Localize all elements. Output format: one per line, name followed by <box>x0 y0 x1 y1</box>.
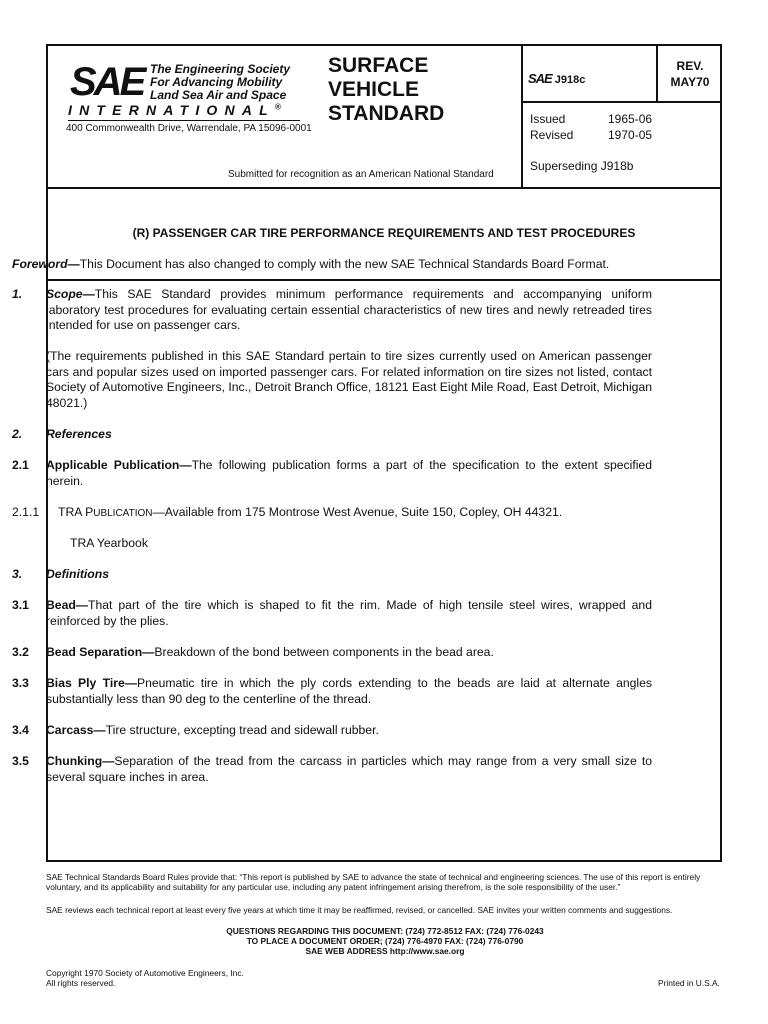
term: Bias Ply Tire— <box>46 676 137 690</box>
foreword-text: This Document has also changed to comply with the new SAE Technical Standards Board Format. <box>79 257 610 271</box>
document-number <box>528 71 585 86</box>
definition-text: That part of the tire which is shaped to fit the rim. Made of high tensile steel wires, wrapped and reinforced by the plies. <box>46 598 652 628</box>
term: Bead— <box>46 598 88 612</box>
printed-in: Printed in U.S.A. <box>658 978 720 988</box>
registered-mark: ® <box>274 102 281 112</box>
section-2-1 <box>12 458 652 489</box>
sae-address: 400 Commonwealth Drive, Warrendale, PA 15096-0001 <box>66 123 312 134</box>
tagline-line-2: For Advancing Mobility <box>150 75 283 89</box>
section-scope <box>12 287 652 334</box>
title-divider <box>48 279 720 281</box>
web-address: SAE WEB ADDRESS http://www.sae.org <box>305 946 465 956</box>
header-column-divider <box>521 46 523 187</box>
section-text: The following publication forms a part of the specification to the extent specified herein. <box>46 458 652 488</box>
section-number: 3.1 <box>12 598 29 612</box>
section-number: 2.1 <box>12 458 29 472</box>
foreword <box>12 257 652 273</box>
section-number: 3.3 <box>12 676 29 690</box>
section-definitions <box>12 567 652 583</box>
section-number: 3. <box>12 567 23 581</box>
rev-label: REV. <box>676 59 704 73</box>
header-divider <box>48 187 720 189</box>
section-label: Scope— <box>46 287 95 301</box>
section-number: 3.2 <box>12 645 29 659</box>
section-number: 1. <box>12 287 23 301</box>
revision-box <box>660 58 720 90</box>
section-text: —Available from 175 Montrose West Avenue, Suite 150, Copley, OH 44321. <box>152 505 563 519</box>
yearbook-text: TRA Yearbook <box>70 536 148 550</box>
section-label: Definitions <box>46 567 109 581</box>
term: Carcass— <box>46 723 106 737</box>
revised-date: 1970-05 <box>608 128 653 142</box>
rev-date: MAY70 <box>670 75 710 89</box>
section-number: 2.1.1 <box>12 505 40 519</box>
definition-bias-ply-tire <box>12 676 652 707</box>
revised-label: Revised <box>530 128 574 142</box>
sae-logo-block <box>66 60 316 150</box>
definition-chunking <box>12 754 652 785</box>
rights-reserved: All rights reserved. <box>46 978 116 988</box>
issued-date: 1965-06 <box>608 112 653 126</box>
tagline-line-1: The Engineering Society <box>150 62 291 76</box>
document-title: (R) PASSENGER CAR TIRE PERFORMANCE REQUIREMENTS AND TEST PROCEDURES <box>132 226 636 240</box>
definition-text: Separation of the tread from the carcass in particles which may range from a very small size to several square inches in area. <box>46 754 652 784</box>
section-text: This SAE Standard provides minimum performance requirements and accompanying uniform laboratory test procedures for evaluating certain essential characteristics of new tires and newly retreaded tires intended for use on passenger cars. <box>46 287 652 333</box>
section-number: 2. <box>12 427 23 441</box>
definition-carcass <box>12 723 652 739</box>
tagline-line-3: Land Sea Air and Space <box>150 88 287 102</box>
standard-type <box>328 54 444 126</box>
copyright: Copyright 1970 Society of Automotive Engineers, Inc. <box>46 968 244 978</box>
issued-label: Issued <box>530 112 566 126</box>
document-frame <box>46 44 722 862</box>
definition-text: Tire structure, excepting tread and sidewall rubber. <box>105 723 379 737</box>
term: Chunking— <box>46 754 115 768</box>
section-number: 3.5 <box>12 754 29 768</box>
ansi-submission-note: Submitted for recognition as an American National Standard <box>228 169 494 180</box>
society-tagline <box>150 63 290 102</box>
tra-label: TRA P <box>58 505 94 519</box>
docnum-divider <box>521 101 720 103</box>
scope-note-text: (The requirements published in this SAE Standard pertain to tire sizes currently used on American passenger cars and popular sizes used on imported passenger cars. For related information on tire sizes not listed, contact Society of Automotive Engineers, Inc., Detroit Branch Office, 18121 East Eight Mile Road, East Detroit, Michigan 48021.) <box>46 349 652 410</box>
doc-number-text: J918c <box>554 74 586 86</box>
international-text: INTERNATIONAL <box>68 102 275 118</box>
term: Bead Separation— <box>46 645 155 659</box>
sae-mini-logo: SAE <box>528 71 552 86</box>
questions-contact: QUESTIONS REGARDING THIS DOCUMENT: (724) 772-8512 FAX: (724) 776-0243 <box>226 926 544 936</box>
standard-type-line-1: SURFACE <box>328 54 429 77</box>
section-number: 3.4 <box>12 723 29 737</box>
tra-label-smallcaps: UBLICATION <box>93 508 153 519</box>
superseding-note: Superseding J918b <box>530 159 634 173</box>
definition-bead <box>12 598 652 629</box>
definition-text: Breakdown of the bond between components in the bead area. <box>154 645 494 659</box>
definition-bead-separation <box>12 645 652 661</box>
rev-column-divider <box>656 46 658 102</box>
definition-text: Pneumatic tire in which the ply cords extending to the beads are laid at alternate angles substantially less than 90 deg to the centerline of the thread. <box>46 676 652 706</box>
standard-type-line-2: VEHICLE <box>328 78 420 101</box>
tsb-rules-note: SAE Technical Standards Board Rules provide that: “This report is published by SAE to advance the state of technical and engineering sciences. The use of this report is entirely voluntary, and its applicability and suitability for any particular use, including any patent infringement arising therefrom, is the sole responsibility of the user.” <box>46 872 701 892</box>
standard-type-line-3: STANDARD <box>328 102 445 125</box>
wordmark-rule <box>68 120 300 121</box>
section-label: References <box>46 427 112 441</box>
tra-yearbook <box>12 536 652 552</box>
section-label: Applicable Publication— <box>46 458 192 472</box>
foreword-label: Foreword— <box>12 257 80 271</box>
sae-logo: SAE <box>70 60 144 104</box>
international-wordmark <box>68 102 281 118</box>
section-2-1-1 <box>12 505 652 522</box>
order-contact: TO PLACE A DOCUMENT ORDER; (724) 776-4970 FAX: (724) 776-0790 <box>246 936 524 946</box>
section-references <box>12 427 652 443</box>
review-note: SAE reviews each technical report at least every five years at which time it may be reaffirmed, revised, or cancelled. SAE invites your written comments and suggestions. <box>46 905 673 915</box>
scope-note <box>12 349 652 411</box>
date-table <box>530 111 652 143</box>
